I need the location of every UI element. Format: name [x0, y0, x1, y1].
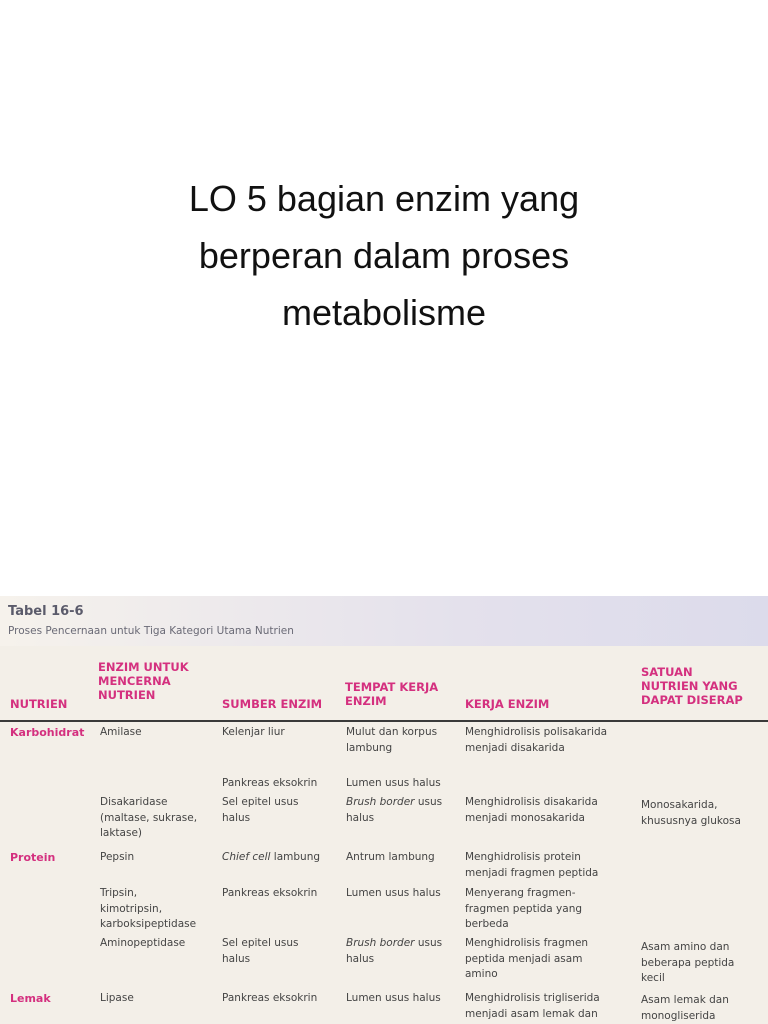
cell-line: Menghidrolisis disakarida — [465, 796, 598, 808]
header-enzyme-line: ENZIM UNTUK — [98, 660, 189, 674]
cell-line — [222, 850, 320, 866]
row-action — [465, 850, 598, 881]
header-enzyme-line: NUTRIEN — [98, 688, 156, 702]
row-absorbable — [641, 993, 729, 1024]
cell-line: Pankreas eksokrin — [222, 992, 318, 1004]
table-header-band — [0, 596, 768, 646]
row-source — [222, 886, 317, 902]
row-source — [222, 991, 317, 1007]
cell-line: halus — [222, 811, 251, 824]
cell-line: Pankreas eksokrin — [222, 777, 318, 789]
row-enzyme — [100, 936, 185, 952]
cell-line: Antrum lambung — [346, 851, 435, 863]
cell-line: halus — [346, 952, 375, 965]
row-enzyme — [100, 886, 196, 933]
row-source — [222, 725, 285, 741]
cell-line: Monosakarida, — [641, 799, 718, 811]
cell-line: karboksipeptidase — [100, 918, 197, 930]
cell-line: laktase) — [100, 827, 143, 839]
cell-line: Menghidrolisis trigliserida — [465, 992, 600, 1004]
row-action — [465, 795, 598, 826]
header-site-line: ENZIM — [345, 694, 387, 708]
row-absorbable — [641, 798, 741, 829]
header-nutrient: NUTRIEN — [10, 697, 68, 711]
header-absorbable — [641, 665, 743, 707]
row-action — [465, 886, 582, 933]
slide-title-line-1: LO 5 bagian enzim yang — [188, 178, 580, 219]
row-enzyme — [100, 795, 197, 842]
cell-line: Pepsin — [100, 851, 135, 863]
row-site — [346, 795, 442, 826]
cell-fragment: usus — [414, 796, 443, 808]
row-enzyme — [100, 991, 134, 1007]
cell-line: Menyerang fragmen- — [465, 887, 576, 899]
header-absorbable-line: DAPAT DISERAP — [641, 693, 743, 707]
cell-line: kecil — [641, 972, 665, 984]
header-action: KERJA ENZIM — [465, 697, 550, 711]
header-absorbable-line: NUTRIEN YANG — [641, 679, 738, 693]
cell-line: amino — [465, 968, 498, 980]
header-source: SUMBER ENZIM — [222, 697, 323, 711]
cell-fragment: lambung — [270, 851, 321, 863]
italic-term: Brush border — [346, 937, 415, 949]
cell-line: menjadi asam lemak dan — [465, 1007, 598, 1020]
row-site — [346, 886, 441, 902]
row-site — [346, 936, 442, 967]
header-enzyme — [98, 660, 189, 702]
cell-line — [346, 936, 442, 952]
table-label: Tabel 16-6 — [8, 604, 84, 619]
cell-line: Menghidrolisis polisakarida — [465, 726, 608, 738]
table-caption: Proses Pencernaan untuk Tiga Kategori Utama Nutrien — [8, 625, 294, 637]
cell-line: Lipase — [100, 992, 134, 1004]
cell-fragment: usus — [414, 937, 443, 949]
cell-line: lambung — [346, 741, 393, 754]
row-source — [222, 850, 320, 866]
cell-line — [346, 795, 442, 811]
cell-line: Asam amino dan — [641, 941, 730, 953]
cell-line: Sel epitel usus — [222, 937, 299, 949]
cell-line: Disakaridase — [100, 796, 168, 808]
row-nutrient: Karbohidrat — [10, 726, 85, 739]
cell-line: Menghidrolisis protein — [465, 851, 581, 863]
cell-line: monogliserida — [641, 1009, 716, 1022]
cell-line: berbeda — [465, 918, 509, 930]
row-absorbable — [641, 940, 734, 987]
row-action — [465, 936, 588, 983]
slide-title-line-2: berperan dalam proses — [198, 235, 570, 276]
cell-line: menjadi monosakarida — [465, 811, 585, 824]
cell-line: Tripsin, — [100, 887, 138, 899]
italic-term: Brush border — [346, 796, 415, 808]
cell-line: Amilase — [100, 726, 142, 738]
row-action — [465, 725, 607, 756]
cell-line: peptida menjadi asam — [465, 952, 583, 965]
cell-line: Sel epitel usus — [222, 796, 299, 808]
cell-line: beberapa peptida — [641, 956, 735, 969]
cell-line: halus — [222, 952, 251, 965]
row-nutrient: Protein — [10, 851, 56, 864]
row-source — [222, 936, 299, 967]
cell-line: fragmen peptida yang — [465, 902, 583, 915]
row-nutrient: Lemak — [10, 992, 51, 1005]
row-site — [346, 991, 441, 1007]
cell-line: Kelenjar liur — [222, 726, 285, 738]
header-divider — [0, 720, 768, 722]
cell-line: menjadi fragmen peptida — [465, 866, 599, 879]
cell-line: Aminopeptidase — [100, 937, 186, 949]
header-absorbable-line: SATUAN — [641, 665, 693, 679]
cell-line: (maltase, sukrase, — [100, 811, 198, 824]
header-site-line: TEMPAT KERJA — [345, 680, 439, 694]
cell-line: Mulut dan korpus — [346, 726, 438, 738]
cell-line: Lumen usus halus — [346, 777, 441, 789]
cell-line: halus — [346, 811, 375, 824]
header-site — [345, 680, 438, 708]
slide-title — [60, 170, 708, 341]
cell-line: Pankreas eksokrin — [222, 887, 318, 899]
row-action — [465, 991, 600, 1022]
row-enzyme — [100, 725, 142, 741]
row-site — [346, 776, 441, 792]
cell-line: Menghidrolisis fragmen — [465, 937, 589, 949]
row-site — [346, 725, 437, 756]
slide-title-line-3: metabolisme — [281, 292, 487, 333]
cell-line: Lumen usus halus — [346, 992, 441, 1004]
row-source — [222, 776, 317, 792]
cell-line: khususnya glukosa — [641, 814, 741, 827]
row-source — [222, 795, 299, 826]
row-site — [346, 850, 435, 866]
cell-line: Lumen usus halus — [346, 887, 441, 899]
cell-line: Asam lemak dan — [641, 994, 729, 1006]
italic-term: Chief cell — [222, 851, 271, 863]
cell-line: menjadi disakarida — [465, 741, 565, 754]
header-enzyme-line: MENCERNA — [98, 674, 171, 688]
row-enzyme — [100, 850, 134, 866]
cell-line: kimotripsin, — [100, 902, 163, 915]
